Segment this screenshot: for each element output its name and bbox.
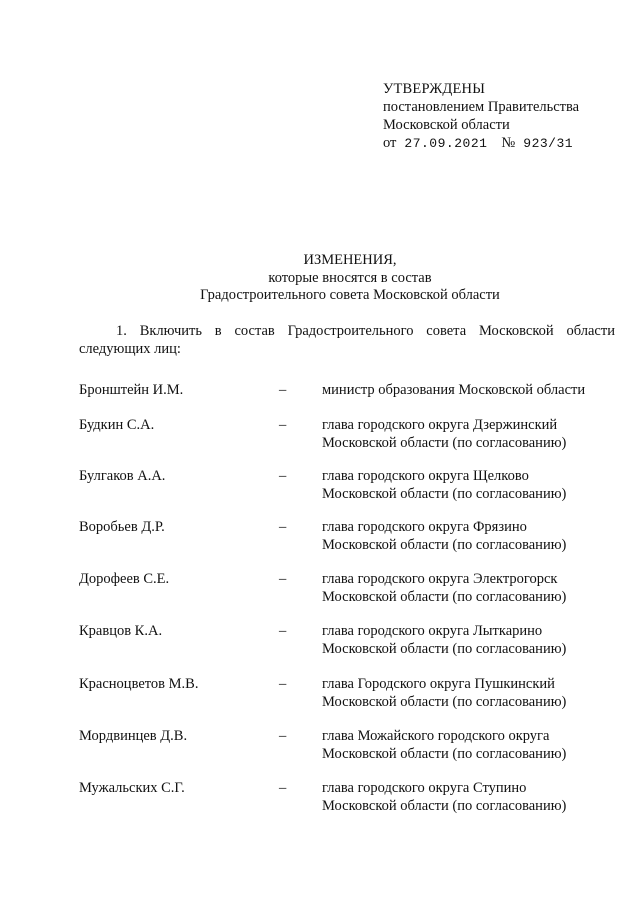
intro-word: в (214, 323, 222, 339)
member-dash: – (279, 623, 287, 639)
intro-word: 1. (116, 323, 127, 339)
approval-stamp (383, 80, 579, 153)
member-name: Мордвинцев Д.В. (79, 728, 188, 744)
member-position-line: Московской области (по согласованию) (322, 537, 567, 553)
member-position (322, 727, 622, 763)
intro-line-2: следующих лиц: (79, 341, 181, 357)
member-name: Кравцов К.А. (79, 623, 163, 639)
intro-word: Включить (139, 323, 202, 339)
approval-title: УТВЕРЖДЕНЫ (383, 81, 486, 97)
member-name: Будкин С.А. (79, 417, 155, 433)
heading-subtitle-1: которые вносятся в состав (268, 269, 432, 286)
member-dash: – (279, 468, 287, 484)
member-position-line: Московской области (по согласованию) (322, 435, 567, 451)
member-position (322, 570, 622, 606)
member-dash: – (279, 382, 287, 398)
approval-date: 27.09.2021 (404, 136, 488, 151)
intro-paragraph (79, 322, 615, 358)
member-position (322, 518, 622, 554)
member-position-line: глава городского округа Ступино (322, 780, 527, 796)
member-name: Дорофеев С.Е. (79, 571, 170, 587)
document-heading (0, 252, 640, 305)
heading-subtitle-2: Градостроительного совета Московской области (200, 287, 500, 303)
approval-line-1: постановлением Правительства (383, 99, 580, 115)
member-position-line: глава городского округа Электрогорск (322, 571, 558, 587)
member-dash: – (279, 728, 287, 744)
member-position-line: министр образования Московской области (322, 382, 586, 398)
member-position (322, 622, 622, 658)
member-position-line: глава Городского округа Пушкинский (322, 676, 555, 692)
approval-number-prefix: № (501, 135, 516, 151)
member-name: Воробьев Д.Р. (79, 519, 165, 535)
member-position (322, 779, 622, 815)
approval-date-prefix: от (383, 135, 397, 151)
member-position-line: глава городского округа Фрязино (322, 519, 527, 535)
member-position-line: глава городского округа Лыткарино (322, 623, 543, 639)
intro-word: Московской (478, 323, 554, 339)
member-name: Мужальских С.Г. (79, 780, 185, 796)
intro-word: области (566, 323, 615, 339)
member-position-line: Московской области (по согласованию) (322, 641, 567, 657)
member-position (322, 381, 622, 399)
member-name: Бронштейн И.М. (79, 382, 184, 398)
member-position-line: Московской области (по согласованию) (322, 798, 567, 814)
intro-word: Градостроительного (287, 323, 414, 339)
member-position-line: глава Можайского городского округа (322, 728, 550, 744)
member-position-line: Московской области (по согласованию) (322, 746, 567, 762)
member-name: Красноцветов М.В. (79, 676, 199, 692)
approval-line-2: Московской области (383, 117, 510, 133)
intro-line-1 (79, 322, 615, 340)
approval-date-line (383, 134, 579, 153)
member-position (322, 416, 622, 452)
member-dash: – (279, 780, 287, 796)
member-position-line: Московской области (по согласованию) (322, 694, 567, 710)
member-position (322, 467, 622, 503)
member-position (322, 675, 622, 711)
approval-number: 923/31 (523, 136, 574, 151)
member-position-line: глава городского округа Дзержинский (322, 417, 558, 433)
member-dash: – (279, 417, 287, 433)
intro-word: совета (426, 323, 467, 339)
member-name: Булгаков А.А. (79, 468, 166, 484)
member-position-line: Московской области (по согласованию) (322, 589, 567, 605)
member-dash: – (279, 519, 287, 535)
intro-word: состав (234, 323, 275, 339)
member-dash: – (279, 571, 287, 587)
member-position-line: Московской области (по согласованию) (322, 486, 567, 502)
member-dash: – (279, 676, 287, 692)
heading-title: ИЗМЕНЕНИЯ, (303, 252, 397, 268)
member-position-line: глава городского округа Щелково (322, 468, 529, 484)
